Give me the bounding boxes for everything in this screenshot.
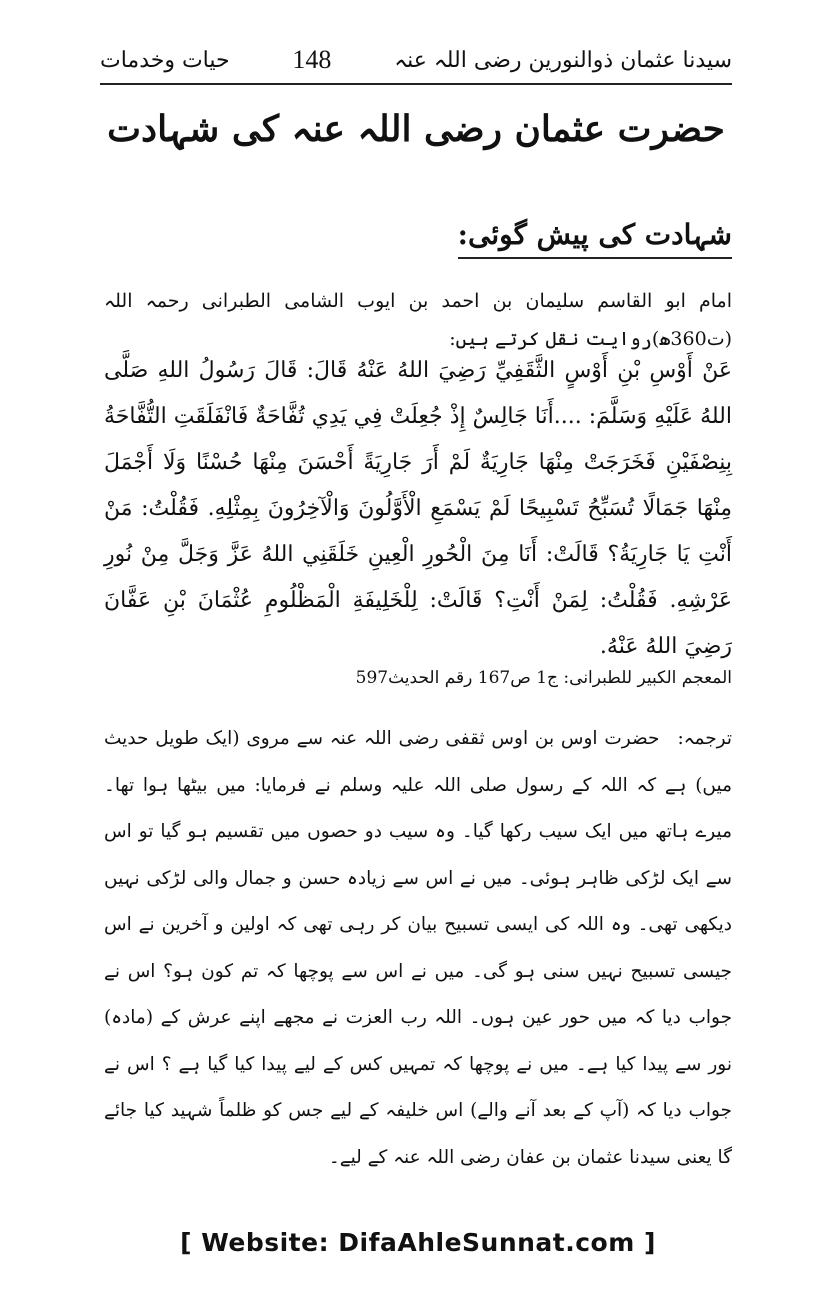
translation-paragraph: [104, 716, 732, 1181]
page-number: 148: [292, 45, 332, 74]
header-divider: [100, 83, 732, 85]
hadith-reference: المعجم الکبیر للطبرانی: ج1 ص167 رقم الحدیث597: [355, 668, 732, 688]
header-book-title: سیدنا عثمان ذوالنورین رضی اللہ عنہ: [394, 47, 732, 73]
website-footer: [ Website: DifaAhleSunnat.com ]: [180, 1228, 656, 1257]
section-heading: شہادت کی پیش گوئی:: [458, 218, 732, 259]
chapter-title: حضرت عثمان رضی اللہ عنہ کی شہادت: [107, 108, 725, 150]
arabic-hadith-text: عَنْ أَوْسِ بْنِ أَوْسٍ الثَّقَفِيِّ رَضِيَ اللهُ عَنْهُ قَالَ: قَالَ رَسُولُ اللهِ صَلَّى اللهُ عَلَيْهِ وَسَلَّمَ: ....أَنَا جَالِسٌ إِذْ جُعِلَتْ فِي يَدِي تُفَّاحَةٌ فَانْفَلَقَتِ التُّفَّاحَةُ بِنِصْفَيْنِ فَخَرَجَتْ مِنْهَا جَارِيَةٌ لَمْ أَرَ جَارِيَةً أَحْسَنَ مِنْهَا حُسْنًا وَلَا أَجْمَلَ مِنْهَا جَمَالًا تُسَبِّحُ تَسْبِيحًا لَمْ يَسْمَعِ الْأَوَّلُونَ وَالْآخِرُونَ بِمِثْلِهِ. فَقُلْتُ: مَنْ أَنْتِ يَا جَارِيَةُ؟ قَالَتْ: أَنَا مِنَ الْحُورِ الْعِينِ خَلَقَنِي اللهُ عَزَّ وَجَلَّ مِنْ نُورِ عَرْشِهِ. فَقُلْتُ: لِمَنْ أَنْتِ؟ قَالَتْ: لِلْخَلِيفَةِ الْمَظْلُومِ عُثْمَانَ بْنِ عَفَّانَ رَضِيَ اللهُ عَنْهُ.: [104, 358, 733, 659]
translation-text: حضرت اوس بن اوس ثقفی رضی اللہ عنہ سے مروی (ایک طویل حدیث میں) ہے کہ اللہ کے رسول صلی اللہ علیہ وسلم نے فرمایا: میں بیٹھا ہوا تھا۔ میرے ہاتھ میں ایک سیب رکھا گیا۔ وہ سیب دو حصوں میں تقسیم ہو گیا تو اس سے ایک لڑکی ظاہر ہوئی۔ میں نے اس سے زیادہ حسن و جمال والی لڑکی نہیں دیکھی تھی۔ وہ اللہ کی ایسی تسبیح بیان کر رہی تھی کہ اولین و آخرین نے اس جیسی تسبیح نہیں سنی ہو گی۔ میں نے اس سے پوچھا کہ تم کون ہو؟ اس نے جواب دیا کہ میں حور عین ہوں۔ اللہ رب العزت نے مجھے اپنے عرش کے (مادہ) نور سے پیدا کیا ہے۔ میں نے پوچھا کہ تمہیں کس کے لیے پیدا کیا گیا ہے ؟ اس نے جواب دیا کہ (آپ کے بعد آنے والے) اس خلیفہ کے لیے جس کو ظلماً شہید کیا جائے گا یعنی سیدنا عثمان بن عفان رضی اللہ عنہ کے لیے۔: [104, 728, 732, 1168]
intro-paragraph: امام ابو القاسم سلیمان بن احمد بن ایوب الشامی الطبرانی رحمہ اللہ (ت360ھ)روایت نقل کرتے ہیں:: [104, 290, 732, 350]
running-header: [100, 40, 732, 80]
header-section-title: حیات وخدمات: [100, 47, 230, 73]
translation-label: ترجمہ:: [677, 728, 732, 749]
